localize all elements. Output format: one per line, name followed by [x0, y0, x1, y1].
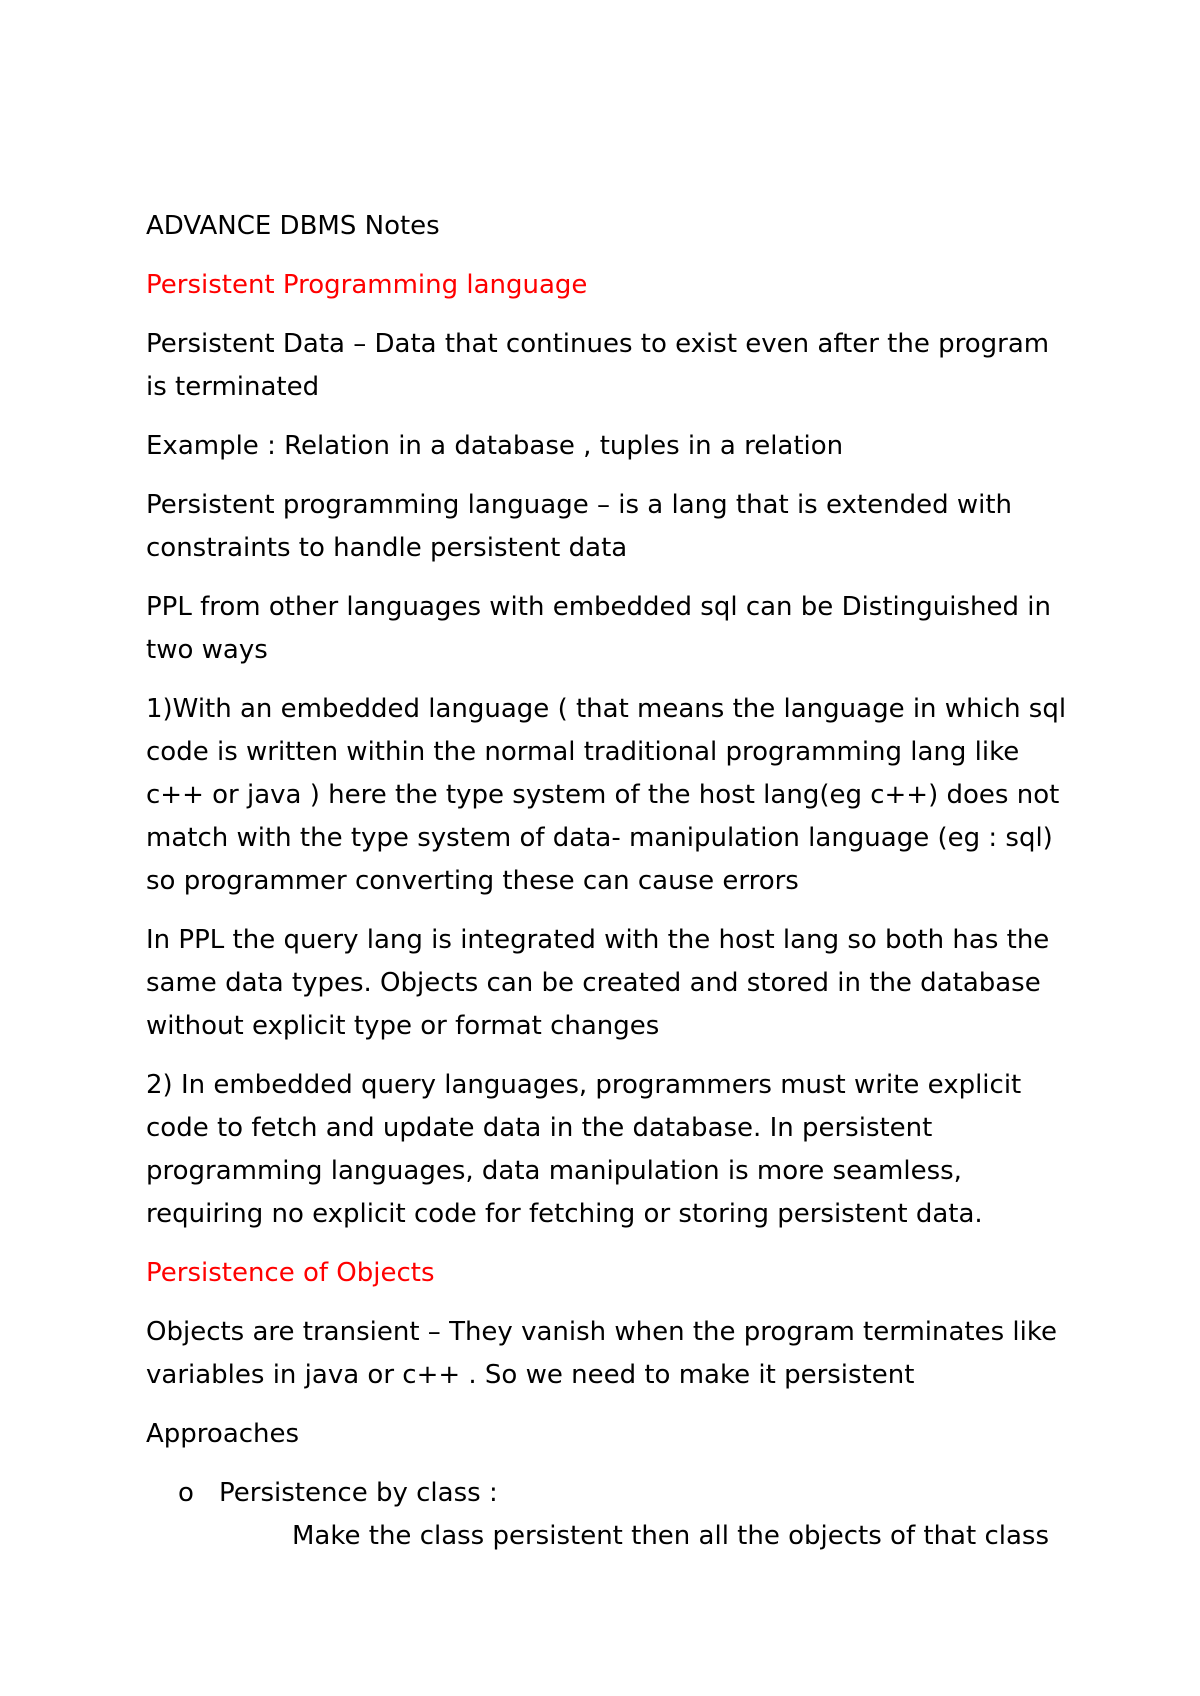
paragraph-objects-transient: Objects are transient – They vanish when the program terminates like variables in java or c++ . So we need to make it persistent: [146, 1317, 1058, 1390]
paragraph-embedded-query-languages: 2) In embedded query languages, programmers must write explicit code to fetch and update data in the database. In persistent programming languages, data manipulation is more seamless, requiring no explicit code for fetching or storing persistent data.: [146, 1070, 1022, 1229]
paragraph-ppl-query-lang: In PPL the query lang is integrated with the host lang so both has the same data types. Objects can be created and stored in the database without explicit type or format changes: [146, 925, 1050, 1041]
list-item-description: Make the class persistent then all the objects of that class: [292, 1521, 1049, 1551]
paragraph-example: Example : Relation in a database , tuples in a relation: [146, 431, 844, 461]
list-item-label: Persistence by class :: [219, 1478, 498, 1508]
paragraph-embedded-language: 1)With an embedded language ( that means the language in which sql code is written within the normal traditional programming lang like c++ or java ) here the type system of the host lang(eg c++) does not match with the type system of data- manipulation language (eg : sql) so programmer converting these can cause errors: [146, 694, 1067, 896]
paragraph-ppl-distinguished: PPL from other languages with embedded sql can be Distinguished in two ways: [146, 592, 1051, 665]
section-heading-persistent-programming-language: Persistent Programming language: [146, 270, 588, 300]
paragraph-ppl-definition: Persistent programming language – is a lang that is extended with constraints to handle persistent data: [146, 490, 1012, 563]
paragraph-approaches: Approaches: [146, 1419, 300, 1449]
document-title: ADVANCE DBMS Notes: [146, 211, 440, 241]
paragraph-persistent-data: Persistent Data – Data that continues to exist even after the program is terminated: [146, 329, 1050, 402]
bullet-circle-icon: o: [178, 1478, 194, 1508]
list-item-persistence-by-class: [146, 1472, 1076, 1515]
section-heading-persistence-of-objects: Persistence of Objects: [146, 1258, 435, 1288]
document-content: [146, 205, 1076, 1558]
